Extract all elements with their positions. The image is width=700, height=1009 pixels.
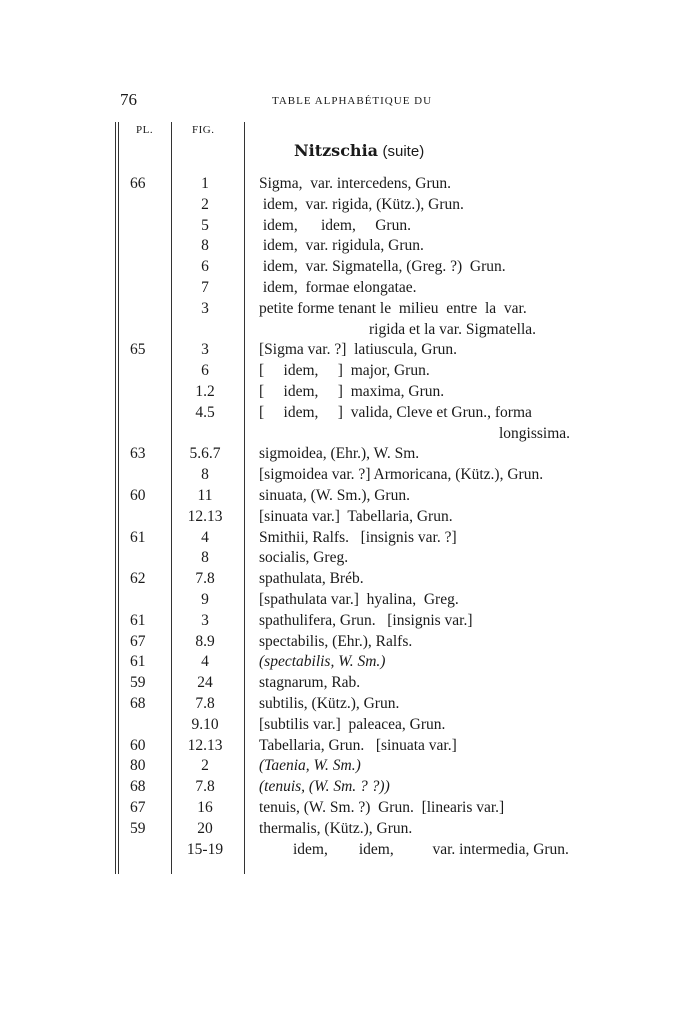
table-row: [0, 486, 700, 506]
species-entry: rigida et la var. Sigmatella.: [369, 320, 537, 338]
figure-number: 16: [197, 799, 213, 816]
species-entry: idem, var. rigida, (Kütz.), Grun.: [259, 195, 464, 213]
figure-number: 12.13: [187, 736, 223, 754]
figure-number: 9.10: [191, 715, 219, 733]
table-row: [0, 507, 700, 527]
table-row: [0, 320, 700, 340]
page-number: 76: [120, 90, 137, 109]
plate-number: 68: [130, 695, 146, 712]
column-header-fig: FIG.: [192, 124, 215, 136]
table-row: [0, 340, 700, 360]
table-row: [0, 548, 700, 568]
table-row: [0, 673, 700, 693]
species-entry: [Sigma var. ?] latiuscula, Grun.: [259, 341, 458, 359]
table-row: [0, 361, 700, 381]
species-entry: spectabilis, (Ehr.), Ralfs.: [259, 632, 413, 650]
figure-number: 5.6.7: [189, 445, 221, 463]
species-entry: spathulifera, Grun. [insignis var.]: [259, 611, 473, 629]
plate-number: 66: [130, 175, 146, 192]
plate-number: 59: [130, 819, 146, 837]
plate-number: 61: [130, 653, 146, 671]
table-row: [0, 632, 700, 652]
plate-number: 63: [130, 445, 146, 463]
species-entry: idem, var. Sigmatella, (Greg. ?) Grun.: [259, 258, 506, 276]
table-row: [0, 216, 700, 236]
table-row: [0, 278, 700, 298]
figure-number: 20: [197, 819, 213, 837]
table-row: [0, 736, 700, 756]
plate-number: 61: [130, 528, 146, 546]
figure-number: 4.5: [195, 403, 215, 421]
column-header-pl: PL.: [136, 124, 154, 136]
species-entry: socialis, Greg.: [259, 549, 349, 567]
table-row: [0, 777, 700, 797]
species-entry: spathulata, Bréb.: [259, 570, 364, 588]
plate-number: 67: [130, 632, 146, 650]
figure-number: 12.13: [187, 507, 223, 525]
plate-number: 80: [130, 757, 146, 775]
species-entry: sinuata, (W. Sm.), Grun.: [259, 487, 410, 504]
species-entry: [ idem, ] major, Grun.: [259, 362, 430, 380]
table-row: [0, 195, 700, 215]
species-entry: idem, var. rigidula, Grun.: [259, 237, 424, 255]
species-entry: Tabellaria, Grun. [sinuata var.]: [259, 736, 457, 754]
table-row: [0, 819, 700, 839]
table-row: [0, 403, 700, 423]
plate-number: 68: [130, 778, 146, 796]
figure-number: 6: [201, 258, 209, 276]
table-row: [0, 611, 700, 631]
figure-number: 11: [197, 487, 213, 504]
section-suffix: (suite): [382, 143, 425, 160]
figure-number: 2: [201, 757, 209, 775]
species-entry: Smithii, Ralfs. [insignis var. ?]: [259, 528, 457, 546]
species-entry: [sinuata var.] Tabellaria, Grun.: [259, 507, 453, 525]
species-entry: [sigmoidea var. ?] Armoricana, (Kütz.), Grun.: [259, 466, 544, 484]
species-entry: [ idem, ] valida, Cleve et Grun., forma: [259, 403, 532, 421]
table-row: [0, 756, 700, 776]
figure-number: 5: [201, 216, 209, 234]
plate-number: 59: [130, 674, 146, 692]
figure-number: 8: [201, 549, 209, 567]
species-entry: sigmoidea, (Ehr.), W. Sm.: [259, 445, 420, 463]
figure-number: 1: [201, 175, 209, 192]
plate-number: 60: [130, 736, 146, 754]
table-row: [0, 840, 700, 860]
figure-number: 7: [201, 279, 209, 296]
figure-number: 1.2: [195, 383, 215, 400]
table-row: [0, 236, 700, 256]
species-entry: tenuis, (W. Sm. ?) Grun. [linearis var.]: [259, 799, 505, 816]
species-entry: thermalis, (Kütz.), Grun.: [259, 819, 413, 837]
figure-number: 7.8: [195, 778, 215, 796]
species-entry: idem, formae elongatae.: [259, 279, 417, 296]
species-entry: idem, idem, Grun.: [259, 216, 411, 234]
species-entry: stagnarum, Rab.: [259, 674, 361, 692]
species-entry: longissima.: [499, 424, 571, 442]
table-row: [0, 299, 700, 319]
figure-number: 3: [201, 341, 209, 359]
table-row: [0, 382, 700, 402]
table-row: [0, 174, 700, 194]
figure-number: 24: [197, 674, 213, 692]
species-entry: subtilis, (Kütz.), Grun.: [259, 695, 400, 712]
figure-number: 3: [201, 299, 209, 317]
figure-number: 6: [201, 362, 209, 380]
table-row: [0, 465, 700, 485]
table-row: [0, 444, 700, 464]
figure-number: 7.8: [195, 695, 215, 712]
species-entry: Sigma, var. intercedens, Grun.: [259, 175, 451, 192]
species-entry: idem, idem, var. intermedia, Grun.: [293, 840, 569, 858]
figure-number: 7.8: [195, 570, 215, 588]
figure-number: 4: [201, 653, 209, 671]
plate-number: 60: [130, 487, 146, 504]
running-head: TABLE ALPHABÉTIQUE DU: [272, 95, 433, 107]
species-entry: (Taenia, W. Sm.): [259, 757, 361, 775]
plate-number: 62: [130, 570, 146, 588]
figure-number: 2: [201, 195, 209, 213]
section-title: [294, 140, 424, 161]
species-entry: [spathulata var.] hyalina, Greg.: [259, 591, 459, 608]
species-entry: [ idem, ] maxima, Grun.: [259, 383, 445, 400]
figure-number: 3: [201, 611, 209, 629]
figure-number: 8: [201, 466, 209, 484]
figure-number: 15-19: [186, 840, 224, 858]
figure-number: 4: [201, 528, 209, 546]
figure-number: 8: [201, 237, 209, 255]
plate-number: 61: [130, 611, 146, 629]
plate-number: 65: [130, 341, 146, 359]
table-row: [0, 715, 700, 735]
table-row: [0, 590, 700, 610]
table-row: [0, 694, 700, 714]
species-entry: (tenuis, (W. Sm. ? ?)): [259, 778, 390, 796]
genus-name: Nitzschia: [294, 141, 379, 160]
plate-number: 67: [130, 799, 146, 816]
table-row: [0, 528, 700, 548]
table-row: [0, 652, 700, 672]
table-row: [0, 424, 700, 444]
figure-number: 9: [201, 591, 209, 608]
species-entry: (spectabilis, W. Sm.): [259, 653, 386, 671]
species-entry: petite forme tenant le milieu entre la var.: [259, 299, 527, 317]
table-row: [0, 257, 700, 277]
table-row: [0, 798, 700, 818]
species-entry: [subtilis var.] paleacea, Grun.: [259, 715, 446, 733]
figure-number: 8.9: [195, 632, 215, 650]
table-row: [0, 569, 700, 589]
